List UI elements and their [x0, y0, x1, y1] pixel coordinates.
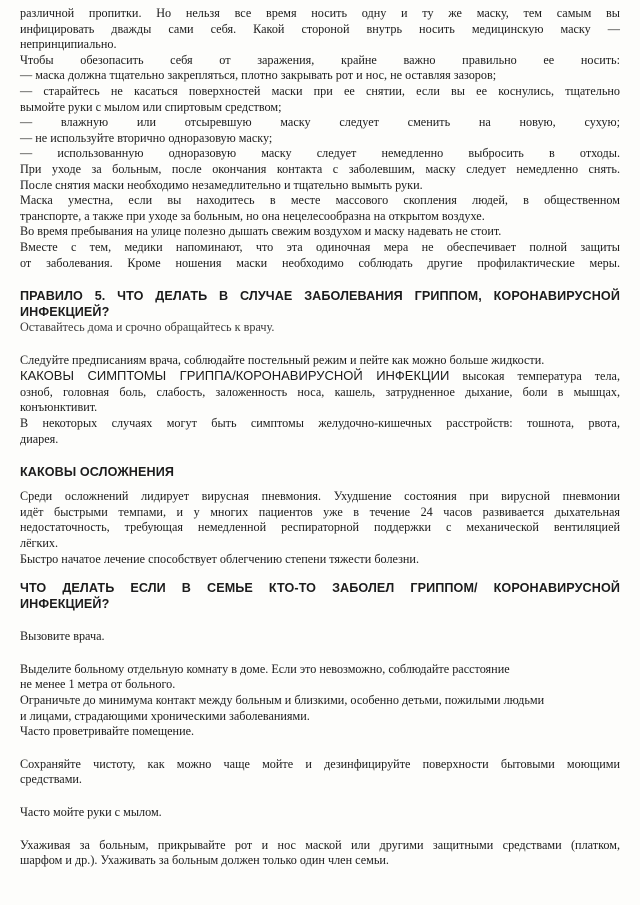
text-line: При уходе за больным, после окончания контакта с заболевшим, маску следует немедленно снять. — [20, 161, 620, 176]
text-line: Сохраняйте чистоту, как можно чаще мойте и дезинфицируйте поверхности бытовыми моющими — [20, 756, 620, 771]
symptoms-line — [20, 368, 620, 385]
text-line: Среди осложнений лидирует вирусная пневмония. Ухудшение состояния при вирусной пневмонии — [20, 489, 620, 504]
text-line: средствами. — [20, 772, 82, 787]
symptoms-rest: высокая температура тела, — [449, 369, 620, 384]
mask-section — [20, 0, 620, 271]
document-page — [20, 0, 620, 869]
text-line: Оставайтесь дома и срочно обращайтесь к врачу. — [20, 320, 275, 335]
text-line: — использованную одноразовую маску следует немедленно выбросить в отходы. — [20, 146, 620, 161]
text-line: Следуйте предписаниям врача, соблюдайте постельный режим и пейте как можно больше жидкости. — [20, 352, 545, 367]
section-heading: ИНФЕКЦИЕЙ? — [20, 305, 110, 320]
rule5-section — [20, 288, 620, 447]
text-line: В некоторых случаях могут быть симптомы желудочно-кишечных расстройств: тошнота, рвота, — [20, 416, 620, 431]
text-line: от заболевания. Кроме ношения маски необходимо соблюдать другие профилактические меры. — [20, 255, 620, 270]
text-line: различной пропитки. Но нельзя все время носить одну и ту же маску, тем самым вы — [20, 6, 620, 20]
text-line: идёт быстрыми темпами, и у многих пациентов уже в течение 24 часов развивается дыхательная — [20, 504, 620, 519]
section-heading: КАКОВЫ ОСЛОЖНЕНИЯ — [20, 465, 175, 480]
text-line: шарфом и др.). Ухаживать за больным должен только один член семьи. — [20, 853, 389, 868]
text-line: — маска должна тщательно закрепляться, плотно закрывать рот и нос, не оставляя зазоров; — [20, 68, 497, 83]
text-line: Вызовите врача. — [20, 629, 105, 644]
text-line: вымойте руки с мылом или спиртовым средством; — [20, 99, 282, 114]
section-heading: ЧТО ДЕЛАТЬ ЕСЛИ В СЕМЬЕ КТО-ТО ЗАБОЛЕЛ ГРИППОМ/ КОРОНАВИРУСНОЙ — [20, 581, 620, 596]
text-line: После снятия маски необходимо незамедлительно и тщательно вымыть руки. — [20, 177, 423, 192]
text-line: Во время пребывания на улице полезно дышать свежим воздухом и маску надевать не стоит. — [20, 224, 502, 239]
text-line: — старайтесь не касаться поверхностей маски при ее снятии, если вы ее коснулись, тщательно — [20, 83, 620, 98]
text-line: Ухаживая за больным, прикрывайте рот и нос маской или другими защитными средствами (платком, — [20, 837, 620, 852]
section-heading: ИНФЕКЦИЕЙ? — [20, 597, 110, 612]
section-heading: ПРАВИЛО 5. ЧТО ДЕЛАТЬ В СЛУЧАЕ ЗАБОЛЕВАНИЯ ГРИППОМ, КОРОНАВИРУСНОЙ — [20, 289, 620, 304]
text-line: непринципиально. — [20, 37, 117, 52]
text-line: лёгких. — [20, 536, 59, 551]
text-line: недостаточность, требующая немедленной респираторной поддержки с механической вентиляцией — [20, 520, 620, 535]
text-line: Вместе с тем, медики напоминают, что эта одиночная мера не обеспечивает полной защиты — [20, 239, 620, 254]
text-line: инфицировать дважды сами себя. Какой стороной внутрь носить медицинскую маску — — [20, 21, 620, 36]
text-line: Быстро начатое лечение способствует облегчению степени тяжести болезни. — [20, 551, 419, 566]
text-line: озноб, головная боль, слабость, заложенность носа, кашель, затрудненное дыхание, боли в мышцах, — [20, 384, 620, 399]
text-line: Выделите больному отдельную комнату в доме. Если это невозможно, соблюдайте расстояние — [20, 661, 510, 676]
text-line: диарея. — [20, 431, 59, 446]
family-section — [20, 580, 620, 869]
text-line: конъюнктивит. — [20, 400, 98, 415]
text-line: не менее 1 метра от больного. — [20, 677, 176, 692]
text-line: Чтобы обезопасить себя от заражения, крайне важно правильно ее носить: — [20, 52, 620, 67]
symptoms-caps: КАКОВЫ СИМПТОМЫ ГРИППА/КОРОНАВИРУСНОЙ ИНФЕКЦИИ — [20, 368, 450, 384]
text-line: Часто проветривайте помещение. — [20, 724, 195, 739]
text-line: — влажную или отсыревшую маску следует сменить на новую, сухую; — [20, 115, 620, 130]
text-line: — не используйте вторично одноразовую маску; — [20, 130, 273, 145]
text-line: транспорте, а также при уходе за больным, но она нецелесообразна на открытом воздухе. — [20, 208, 485, 223]
text-line: и лицами, страдающими хроническими заболеваниями. — [20, 708, 310, 723]
complications-section — [20, 464, 620, 567]
text-line: Часто мойте руки с мылом. — [20, 804, 162, 819]
text-line: Маска уместна, если вы находитесь в месте массового скопления людей, в общественном — [20, 193, 620, 208]
text-line: Ограничьте до минимума контакт между больным и близкими, особенно детьми, пожилыми людьми — [20, 693, 545, 707]
